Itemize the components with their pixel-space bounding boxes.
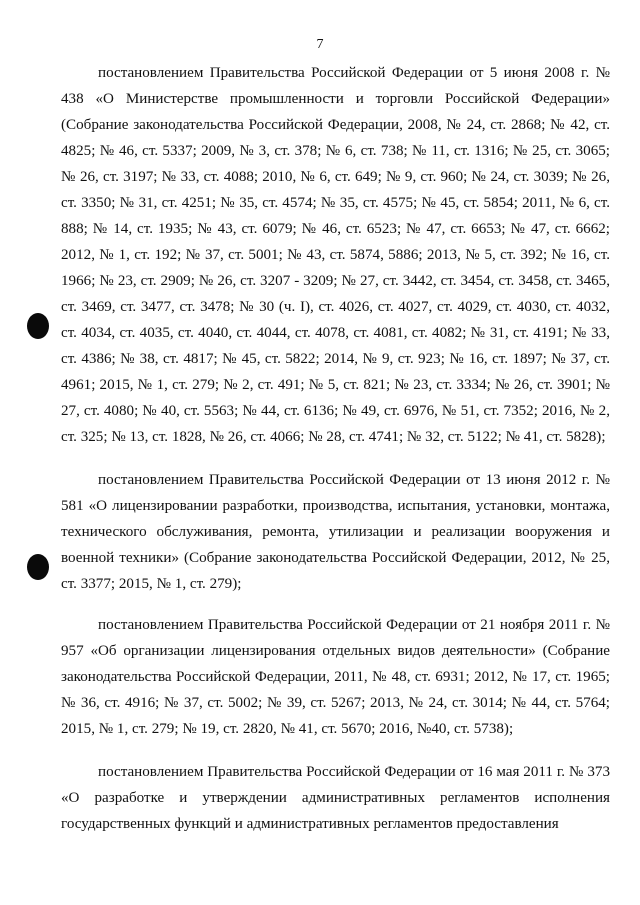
paragraph-decree-438: постановлением Правительства Российской Федерации от 5 июня 2008 г. № 438 «О Министерстве промышленности и торговли Российской Федерации» (Собрание законодательства Российской Федерации, 2008, № 24, ст. 2868; № 42, ст. 4825; № 46, ст. 5337; 2009, № 3, ст. 378; № 6, ст. 738; № 11, ст. 1316; № 25, ст. 3065; № 26, ст. 3197; № 33, ст. 4088; 2010, № 6, ст. 649; № 9, ст. 960; № 24, ст. 3039; № 26, ст. 3350; № 31, ст. 4251; № 35, ст. 4574; № 35, ст. 4575; № 45, ст. 5854; 2011, № 6, ст. 888; № 14, ст. 1935; № 43, ст. 6079; № 46, ст. 6523; № 47, ст. 6653; № 47, ст. 6662; 2012, № 1, ст. 192; № 37, ст. 5001; № 43, ст. 5874, 5886; 2013, № 5, ст. 392; № 16, ст. 1966; № 23, ст. 2909; № 26, ст. 3207 - 3209; № 27, ст. 3442, ст. 3454, ст. 3458, ст. 3465, ст. 3469, ст. 3477, ст. 3478; № 30 (ч. I), ст. 4026, ст. 4027, ст. 4029, ст. 4030, ст. 4032, ст. 4034, ст. 4035, ст. 4040, ст. 4044, ст. 4078, ст. 4081, ст. 4082; № 31, ст. 4191; № 33, ст. 4386; № 38, ст. 4817; № 45, ст. 5822; 2014, № 9, ст. 923; № 16, ст. 1897; № 37, ст. 4961; 2015, № 1, ст. 279; № 2, ст. 491; № 5, ст. 821; № 23, ст. 3334; № 26, ст. 3901; № 27, ст. 4080; № 40, ст. 5563; № 44, ст. 6136; № 49, ст. 6976, № 51, ст. 7352; 2016, № 2, ст. 325; № 13, ст. 1828, № 26, ст. 4066; № 28, ст. 4741; № 32, ст. 5122; № 41, ст. 5828); <box>61 65 610 445</box>
paragraph-decree-373: постановлением Правительства Российской Федерации от 16 мая 2011 г. № 373 «О разработке и утверждении административных регламентов исполнения государственных функций и административных регламентов предоставления <box>61 764 610 832</box>
paragraph-decree-957: постановлением Правительства Российской Федерации от 21 ноября 2011 г. № 957 «Об организации лицензирования отдельных видов деятельности» (Собрание законодательства Российской Федерации, 2011, № 48, ст. 6931; 2012, № 17, ст. 1965; № 36, ст. 4916; № 37, ст. 5002; № 39, ст. 5267; 2013, № 24, ст. 3014; № 44, ст. 5764; 2015, № 1, ст. 279; № 19, ст. 2820, № 41, ст. 5670; 2016, №40, ст. 5738); <box>61 617 610 737</box>
paragraph-decree-581: постановлением Правительства Российской Федерации от 13 июня 2012 г. № 581 «О лицензировании разработки, производства, испытания, установки, монтажа, технического обслуживания, ремонта, утилизации и реализации вооружения и военной техники» (Собрание законодательства Российской Федерации, 2012, № 25, ст. 3377; 2015, № 1, ст. 279); <box>61 472 610 592</box>
document-body <box>61 60 610 837</box>
punch-hole-mark <box>27 313 49 339</box>
punch-hole-mark <box>27 554 49 580</box>
page-number: 7 <box>316 37 324 52</box>
